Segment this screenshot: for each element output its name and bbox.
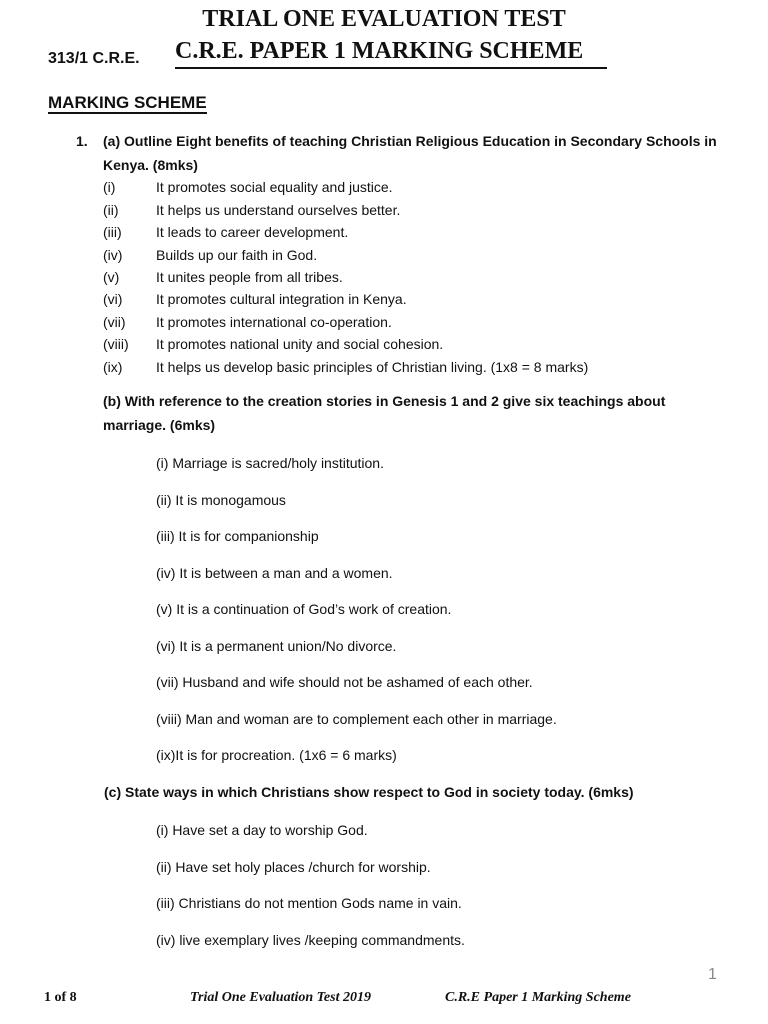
list-item-number: (vi) (103, 291, 123, 307)
list-item: (iii) It is for companionship (156, 528, 319, 544)
list-item-number: (i) (103, 179, 116, 195)
list-item: It promotes national unity and social cohesion. (156, 336, 444, 352)
list-item: (v) It is a continuation of God’s work of creation. (156, 601, 452, 617)
list-item: It leads to career development. (156, 224, 349, 240)
title-underline (175, 67, 607, 69)
question-c: (c) State ways in which Christians show respect to God in society today. (6mks) (104, 784, 634, 800)
footer-exam-title: Trial One Evaluation Test 2019 (190, 990, 371, 1005)
list-item-number: (vii) (103, 314, 126, 330)
list-item: (vi) It is a permanent union/No divorce. (156, 638, 397, 654)
list-item: (iv) It is between a man and a women. (156, 565, 393, 581)
list-item: (vii) Husband and wife should not be ashamed of each other. (156, 674, 533, 690)
title-line-1: TRIAL ONE EVALUATION TEST (202, 6, 566, 32)
question-a-line-1: (a) Outline Eight benefits of teaching Christian Religious Education in Secondary Schools in (103, 133, 717, 149)
footer-scheme-title: C.R.E Paper 1 Marking Scheme (445, 990, 631, 1005)
list-item-number: (iv) (103, 247, 123, 263)
marking-scheme-heading: MARKING SCHEME (48, 93, 207, 112)
paper-code: 313/1 C.R.E. (48, 50, 140, 67)
list-item-number: (v) (103, 269, 120, 285)
list-item-number: (iii) (103, 224, 122, 240)
list-item: (iii) Christians do not mention Gods name in vain. (156, 895, 462, 911)
title-line-2: C.R.E. PAPER 1 MARKING SCHEME (175, 38, 584, 64)
question-a-line-2: Kenya. (8mks) (103, 157, 198, 173)
list-item-number: (viii) (103, 336, 129, 352)
list-item: It helps us understand ourselves better. (156, 202, 401, 218)
page-corner-number: 1 (708, 966, 717, 983)
list-item: It unites people from all tribes. (156, 269, 343, 285)
list-item: (ii) Have set holy places /church for worship. (156, 859, 431, 875)
footer-page-number: 1 of 8 (44, 990, 77, 1005)
list-item-number: (ix) (103, 359, 123, 375)
list-item: (i) Marriage is sacred/holy institution. (156, 455, 384, 471)
list-item: It helps us develop basic principles of Christian living. (1x8 = 8 marks) (156, 359, 589, 375)
list-item: (iv) live exemplary lives /keeping commandments. (156, 932, 465, 948)
list-item: It promotes cultural integration in Kenya. (156, 291, 407, 307)
list-item: (ix)It is for procreation. (1x6 = 6 marks) (156, 747, 397, 763)
list-item-number: (ii) (103, 202, 119, 218)
list-item: It promotes international co-operation. (156, 314, 392, 330)
list-item: It promotes social equality and justice. (156, 179, 393, 195)
question-b-line-1: (b) With reference to the creation stories in Genesis 1 and 2 give six teachings about (103, 393, 666, 409)
list-item: (ii) It is monogamous (156, 492, 286, 508)
question-number: 1. (76, 133, 88, 149)
list-item: (viii) Man and woman are to complement each other in marriage. (156, 711, 557, 727)
list-item: (i) Have set a day to worship God. (156, 822, 368, 838)
list-item: Builds up our faith in God. (156, 247, 318, 263)
question-b-line-2: marriage. (6mks) (103, 417, 216, 433)
